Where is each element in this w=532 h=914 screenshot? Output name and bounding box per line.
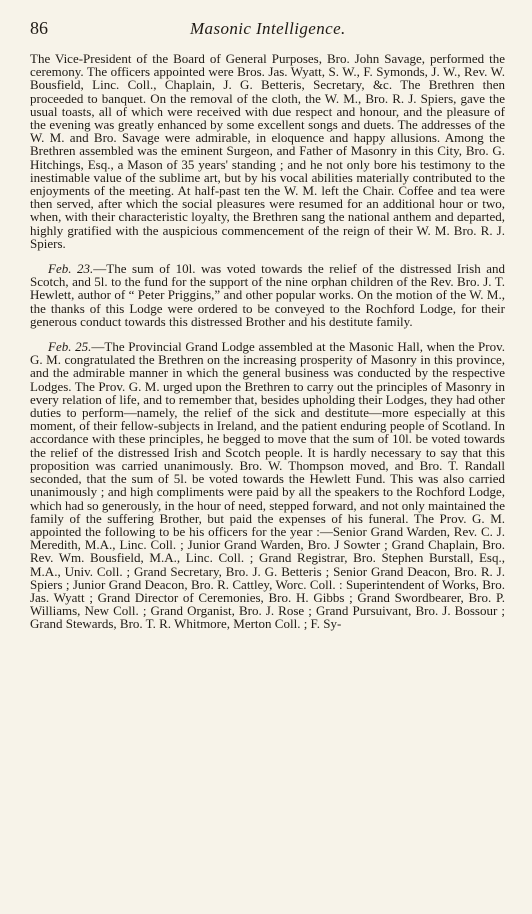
date-label: Feb. 25. xyxy=(48,339,92,355)
running-title: Masonic Intelligence. xyxy=(190,19,346,38)
paragraph-text: —The Provincial Grand Lodge assembled at the Masonic Hall, when the Prov. G. M. congratulated the Brethren on the increasing prosperity of Masonry in this province, and the admirable manner in which the general business was conducted by the respective Lodges. The Prov. G. M. urged upon the Brethren to carry out the principles of Masonry in every relation of life, and to remember that, besides upholding their Lodges, they had other duties to perform—namely, the relief of the sick and destitute—more especially at this moment, of their fellow-subjects in Ireland, and the patient enduring people of Scotland. In accordance with these principles, he begged to move that the sum of 10l. be voted towards the relief of the distressed Irish and Scotch people. It is hardly necessary to say that this proposition was carried unanimously. Bro. W. Thompson moved, and Bro. T. Randall seconded, that the sum of 5l. be voted towards the Hewlett Fund. This was also carried unanimously ; and high compliments were paid by all the speakers to the Rochford Lodge, which had so generously, in the hour of need, stepped forward, and not only maintained the family of the suffering Brother, but paid the expenses of his funeral. The Prov. G. M. appointed the following to be his officers for the year :—Senior Grand Warden, Rev. C. J. Meredith, M.A., Linc. Coll. ; Junior Grand Warden, Bro. J Sowter ; Grand Chaplain, Bro. Rev. Wm. Bousfield, M.A., Linc. Coll. ; Grand Registrar, Bro. Stephen Burstall, Esq., M.A., Univ. Coll. ; Grand Secretary, Bro. J. G. Betteris ; Senior Grand Deacon, Bro. R. J. Spiers ; Junior Grand Deacon, Bro. R. Cattley, Worc. Coll. : Superintendent of Works, Bro. Jas. Wyatt ; Grand Director of Ceremonies, Bro. H. Gibbs ; Grand Swordbearer, Bro. P. Williams, New Coll. ; Grand Organist, Bro. J. Rose ; Grand Pursuivant, Bro. J. Bossour ; Grand Stewards, Bro. T. R. Whitmore, Merton Coll. ; F. Sy- xyxy=(30,339,505,632)
paragraph-savage-ceremony xyxy=(30,52,505,250)
date-label: Feb. 23. xyxy=(48,261,94,277)
page-header xyxy=(30,18,505,52)
paragraph-feb-25 xyxy=(30,340,505,630)
paragraph-text: The Vice-President of the Board of General Purposes, Bro. John Savage, performed the ceremony. The officers appointed were Bros. Jas. Wyatt, S. W., F. Symonds, J. W., Rev. W. Bousfield, Linc. Coll., Chaplain, J. G. Betteris, Secretary, &c. The Brethren then proceeded to banquet. On the removal of the cloth, the W. M., Bro. R. J. Spiers, gave the usual toasts, all of which were received with due respect and honour, and the pleasure of the evening was greatly enhanced by some excellent songs and duets. The addresses of the W. M. and Bro. Savage were admirable, in eloquence and happy allusions. Among the Brethren assembled was the eminent Surgeon, and Father of Masonry in this City, Bro. G. Hitchings, Esq., a Mason of 35 years' standing ; and he not only bore his testimony to the inestimable value of the sublime art, but by his vocal abilities materially contributed to the enjoyments of the meeting. At half-past ten the W. M. left the Chair. Coffee and tea were then served, after which the social pleasures were resumed for an additional hour or two, when, with their characteristic loyalty, the Brethren sang the national anthem and departed, highly gratified with the auspicious commencement of the reign of their W. M. Bro. R. J. Spiers. xyxy=(30,51,505,251)
page-number: 86 xyxy=(30,18,48,38)
paragraph-feb-23 xyxy=(30,262,505,328)
paragraph-text: —The sum of 10l. was voted towards the relief of the distressed Irish and Scotch, and 5l. to the fund for the support of the nine orphan children of the Rev. Bro. J. T. Hewlett, author of “ Peter Priggins,” and other popular works. On the motion of the W. M., the thanks of this Lodge were ordered to be conveyed to the Rochford Lodge, for their generous conduct towards this distressed Brother and his destitute family. xyxy=(30,261,506,329)
book-page xyxy=(30,18,505,898)
